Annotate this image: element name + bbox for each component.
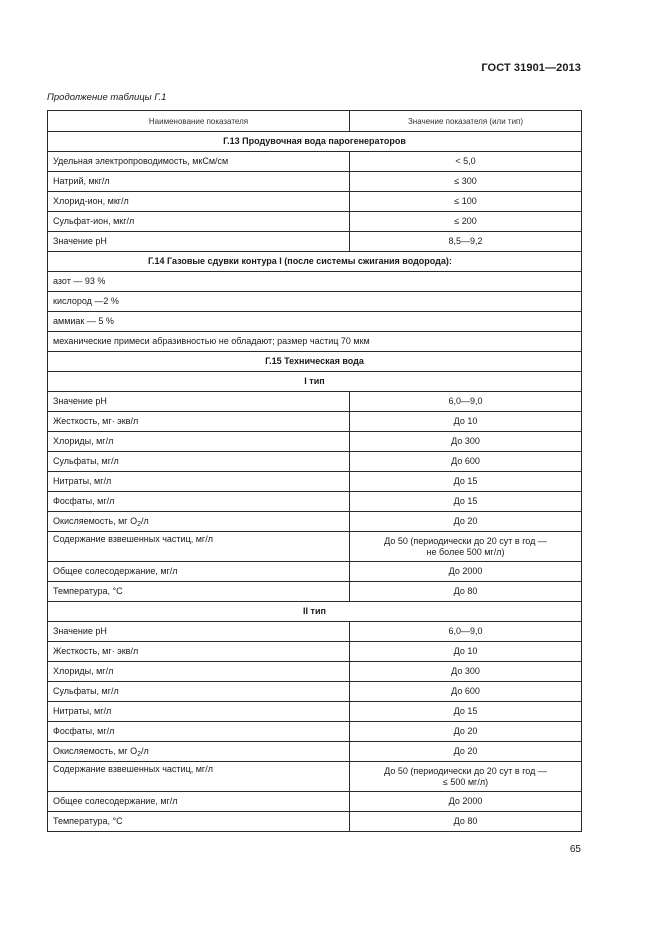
page-number: 65	[569, 844, 581, 855]
indicator-name: Натрий, мкг/л	[48, 172, 350, 192]
indicator-value: До 20	[350, 742, 582, 762]
table-row	[48, 312, 582, 332]
subsection-title-row	[48, 372, 582, 392]
subsection-title: II тип	[48, 602, 582, 622]
name-suffix: /л	[140, 746, 149, 756]
table-row	[48, 532, 582, 562]
gas-component: азот — 93 %	[48, 272, 582, 292]
indicator-value: 8,5—9,2	[350, 232, 582, 252]
table-row	[48, 742, 582, 762]
table-row	[48, 662, 582, 682]
indicator-name: Содержание взвешенных частиц, мг/л	[48, 762, 350, 792]
indicators-table	[47, 110, 582, 832]
indicator-name: Нитраты, мг/л	[48, 702, 350, 722]
table-row	[48, 172, 582, 192]
value-line-1: До 50 (периодически до 20 сут в год —	[384, 535, 547, 546]
indicator-value: ≤ 100	[350, 192, 582, 212]
indicator-name: Сульфаты, мг/л	[48, 452, 350, 472]
table-row	[48, 452, 582, 472]
indicator-name: Жесткость, мг· экв/л	[48, 412, 350, 432]
value-line-2: ≤ 500 мг/л)	[442, 776, 489, 787]
indicator-name: Хлориды, мг/л	[48, 662, 350, 682]
column-header-value: Значение показателя (или тип)	[350, 111, 582, 132]
table-row	[48, 812, 582, 832]
indicator-value: До 80	[350, 812, 582, 832]
section-title-row	[48, 132, 582, 152]
section-title: Г.14 Газовые сдувки контура I (после системы сжигания водорода):	[48, 252, 582, 272]
table-row	[48, 212, 582, 232]
indicator-name: Общее солесодержание, мг/л	[48, 562, 350, 582]
subsection-title-row	[48, 602, 582, 622]
table-row	[48, 192, 582, 212]
table-row	[48, 512, 582, 532]
table-row	[48, 332, 582, 352]
indicator-value	[350, 762, 582, 792]
indicator-value: < 5,0	[350, 152, 582, 172]
indicator-value: До 600	[350, 682, 582, 702]
indicator-name: Удельная электропроводимость, мкСм/см	[48, 152, 350, 172]
table-row	[48, 722, 582, 742]
table-row	[48, 232, 582, 252]
subscript: 2	[137, 751, 141, 758]
indicator-name: Сульфаты, мг/л	[48, 682, 350, 702]
indicator-value: До 20	[350, 722, 582, 742]
indicator-name: Значение pH	[48, 392, 350, 412]
gas-component: аммиак — 5 %	[48, 312, 582, 332]
table-row	[48, 392, 582, 412]
table-row	[48, 562, 582, 582]
indicator-value: 6,0—9,0	[350, 622, 582, 642]
table-row	[48, 492, 582, 512]
indicator-name: Значение pH	[48, 232, 350, 252]
section-title-row	[48, 252, 582, 272]
table-row	[48, 152, 582, 172]
indicator-value: ≤ 300	[350, 172, 582, 192]
table-row	[48, 472, 582, 492]
table-row	[48, 792, 582, 812]
table-row	[48, 762, 582, 792]
document-code: ГОСТ 31901—2013	[481, 62, 581, 74]
indicator-name: Фосфаты, мг/л	[48, 492, 350, 512]
indicator-value: До 15	[350, 472, 582, 492]
section-title: Г.13 Продувочная вода парогенераторов	[48, 132, 582, 152]
indicator-value: До 15	[350, 492, 582, 512]
table-row	[48, 642, 582, 662]
indicator-value: До 600	[350, 452, 582, 472]
name-text: Окисляемость, мг O	[53, 746, 138, 756]
section-title-row	[48, 352, 582, 372]
name-text: Окисляемость, мг O	[53, 516, 138, 526]
indicator-value: До 15	[350, 702, 582, 722]
indicator-name: Сульфат-ион, мкг/л	[48, 212, 350, 232]
table-row	[48, 582, 582, 602]
indicator-name: Хлорид-ион, мкг/л	[48, 192, 350, 212]
indicator-name: Хлориды, мг/л	[48, 432, 350, 452]
value-line-2: не более 500 мг/л)	[426, 546, 505, 557]
column-header-name: Наименование показателя	[48, 111, 350, 132]
indicator-name: Жесткость, мг· экв/л	[48, 642, 350, 662]
indicator-name: Нитраты, мг/л	[48, 472, 350, 492]
indicator-value	[350, 532, 582, 562]
indicator-name: Температура, °С	[48, 582, 350, 602]
indicator-name: Общее солесодержание, мг/л	[48, 792, 350, 812]
table-caption: Продолжение таблицы Г.1	[47, 92, 167, 103]
indicator-value: До 2000	[350, 792, 582, 812]
value-line-1: До 50 (периодически до 20 сут в год —	[384, 765, 547, 776]
table-row	[48, 412, 582, 432]
table-row	[48, 702, 582, 722]
indicator-name: Значение pH	[48, 622, 350, 642]
table-header-row	[48, 111, 582, 132]
indicator-value: До 300	[350, 432, 582, 452]
gas-component: кислород —2 %	[48, 292, 582, 312]
table-row	[48, 432, 582, 452]
indicator-value: До 80	[350, 582, 582, 602]
indicator-name	[48, 512, 350, 532]
indicator-value: До 10	[350, 642, 582, 662]
indicator-name: Температура, °С	[48, 812, 350, 832]
indicator-value: До 2000	[350, 562, 582, 582]
indicator-value: До 300	[350, 662, 582, 682]
indicator-name: Содержание взвешенных частиц, мг/л	[48, 532, 350, 562]
indicator-value: До 10	[350, 412, 582, 432]
indicator-name	[48, 742, 350, 762]
gas-note: механические примеси абразивностью не обладают; размер частиц 70 мкм	[48, 332, 582, 352]
table-row	[48, 272, 582, 292]
subscript: 2	[137, 521, 141, 528]
table-row	[48, 682, 582, 702]
indicator-name: Фосфаты, мг/л	[48, 722, 350, 742]
table-row	[48, 292, 582, 312]
section-title: Г.15 Техническая вода	[48, 352, 582, 372]
indicator-value: 6,0—9,0	[350, 392, 582, 412]
indicator-value: До 20	[350, 512, 582, 532]
indicator-value: ≤ 200	[350, 212, 582, 232]
subsection-title: I тип	[48, 372, 582, 392]
table-row	[48, 622, 582, 642]
name-suffix: /л	[140, 516, 149, 526]
